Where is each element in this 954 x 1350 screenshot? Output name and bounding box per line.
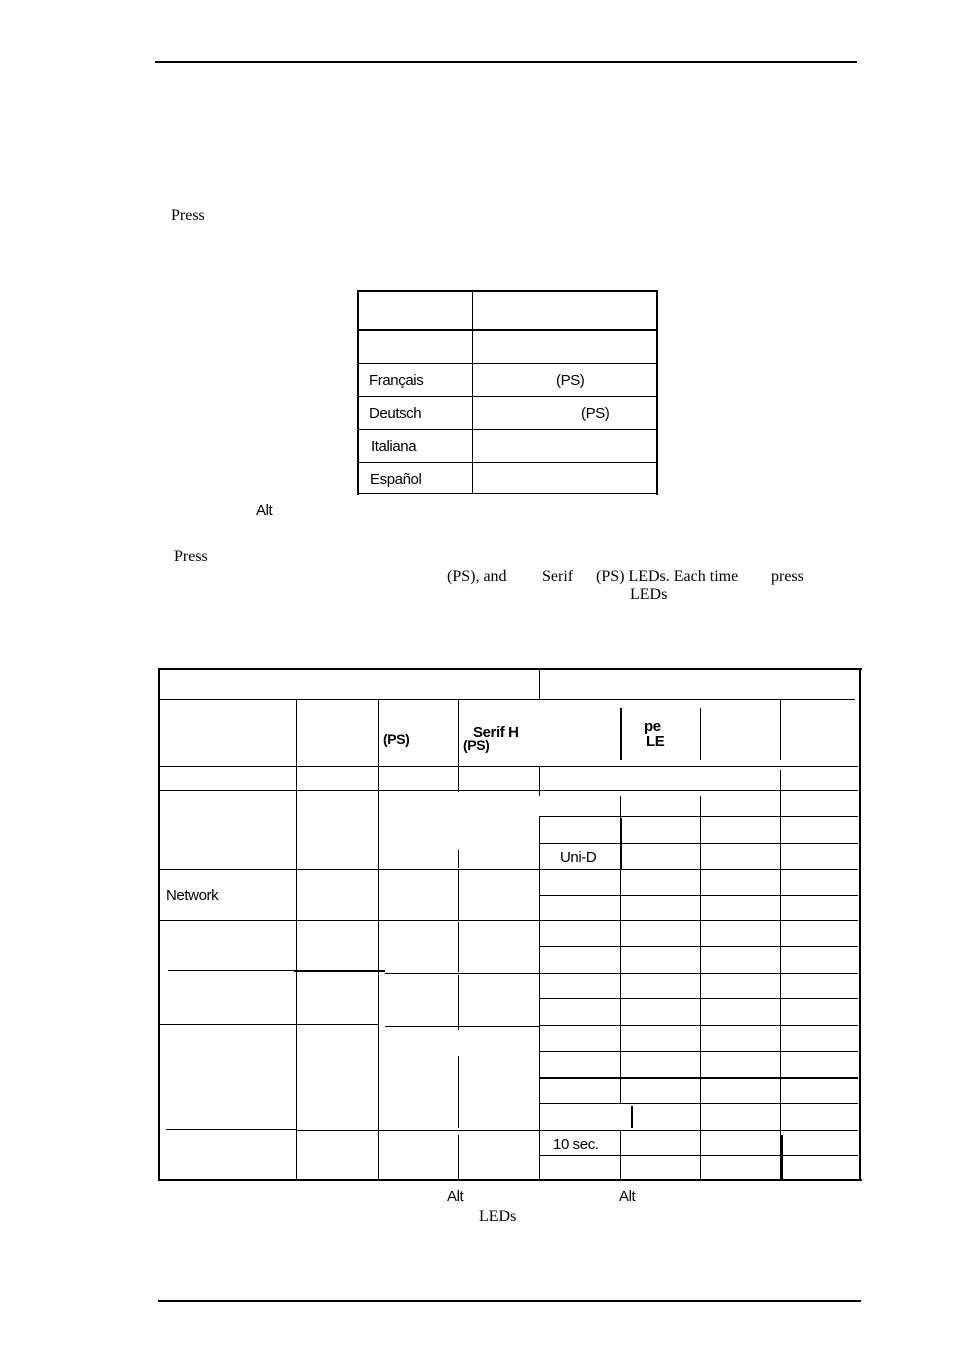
led-label-francais: (PS) <box>556 372 585 389</box>
cell-network: Network <box>166 887 219 904</box>
alt-key-text-1: Alt <box>256 502 273 519</box>
header-rule <box>155 61 857 63</box>
language-francais: Français <box>369 372 424 389</box>
language-deutsch: Deutsch <box>369 405 422 422</box>
leds-text-1: LEDs <box>630 586 668 603</box>
serif-text: Serif <box>542 568 574 585</box>
header-pe: pe <box>644 718 661 735</box>
press-text-3: press <box>771 568 804 585</box>
led-label-deutsch: (PS) <box>581 405 610 422</box>
header-ps: (PS) <box>383 731 410 747</box>
leds-text-2: LEDs <box>479 1208 517 1225</box>
press-text-1: Press <box>171 207 205 224</box>
alt-key-text-2: Alt <box>447 1188 464 1205</box>
footer-rule <box>158 1300 861 1302</box>
header-serif-h: Serif H <box>473 724 519 741</box>
header-le: LE <box>646 733 665 750</box>
press-text-2: Press <box>174 548 208 565</box>
alt-key-text-3: Alt <box>619 1188 636 1205</box>
header-serif-ps: (PS) <box>463 737 490 753</box>
ps-leds-text: (PS) LEDs. Each time <box>596 568 739 585</box>
cell-uni-d: Uni-D <box>560 849 597 866</box>
ps-and-text: (PS), and <box>447 568 507 585</box>
language-espanol: Español <box>370 471 422 488</box>
cell-10-sec: 10 sec. <box>553 1136 599 1153</box>
language-italiana: Italiana <box>371 438 417 455</box>
